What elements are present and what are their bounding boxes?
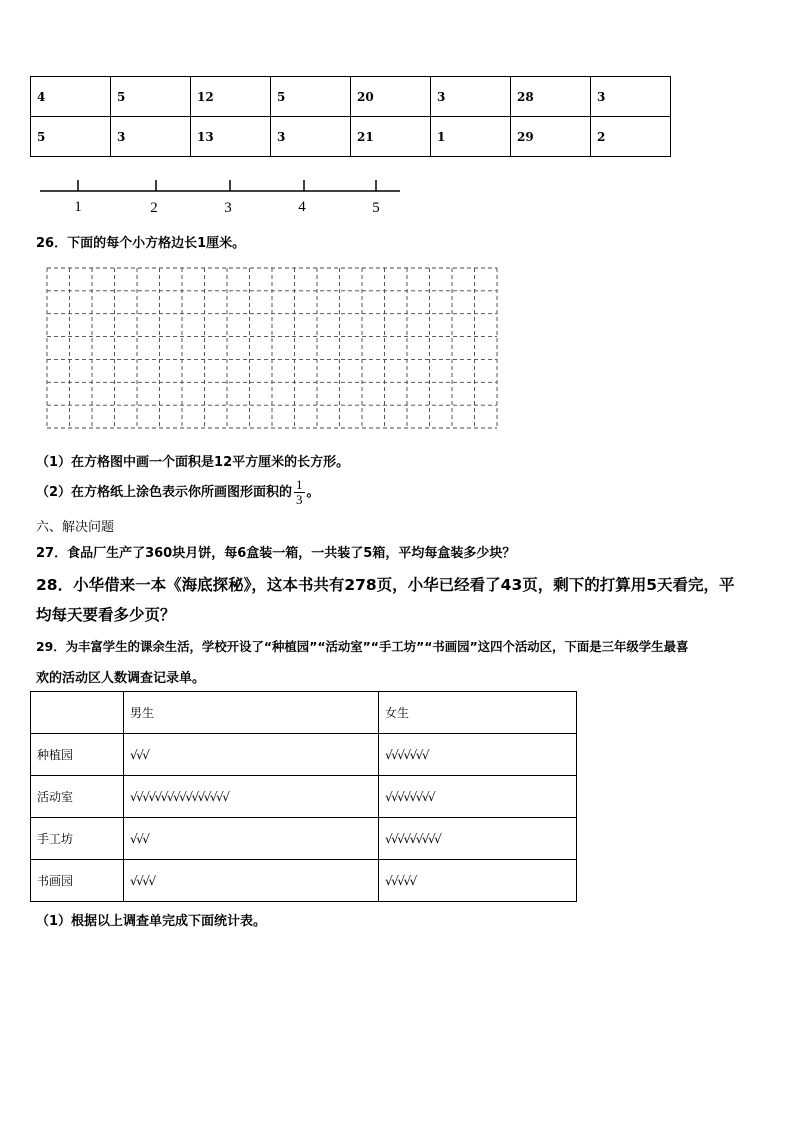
table-cell: 5 — [31, 117, 111, 157]
area-name: 活动室 — [31, 776, 124, 818]
number-line-label: 2 — [150, 200, 158, 216]
girls-tally: √√√√√ — [379, 860, 577, 902]
question-28-line1: 28．小华借来一本《海底探秘》，这本书共有278页，小华已经看了43页，剩下的打算用5天看完，平 — [36, 576, 735, 594]
table-cell: 5 — [271, 77, 351, 117]
number-line — [38, 176, 408, 218]
table-cell: 3 — [111, 117, 191, 157]
table-cell: 29 — [511, 117, 591, 157]
question-26-sub2-end: 。 — [306, 485, 320, 500]
number-table — [30, 76, 671, 157]
fraction-denominator: 3 — [296, 492, 303, 507]
table-cell: 28 — [511, 77, 591, 117]
question-26-sub2-text: （2）在方格纸上涂色表示你所画图形面积的 — [36, 485, 293, 500]
table-header-row — [31, 692, 577, 734]
table-row — [31, 734, 577, 776]
question-26-sub2 — [36, 478, 320, 507]
fraction-numerator: 1 — [296, 477, 303, 492]
table-cell: 3 — [431, 77, 511, 117]
girls-tally: √√√√√√√ — [379, 734, 577, 776]
boys-tally: √√√√√√√√√√√√√√√√ — [124, 776, 379, 818]
area-name: 手工坊 — [31, 818, 124, 860]
question-29-sub1: （1）根据以上调查单完成下面统计表。 — [36, 914, 267, 929]
table-cell: 4 — [31, 77, 111, 117]
question-27: 27．食品厂生产了360块月饼，每6盒装一箱，一共装了5箱，平均每盒装多少块？ — [36, 546, 516, 561]
table-cell: 5 — [111, 77, 191, 117]
table-row — [31, 77, 671, 117]
girls-tally: √√√√√√√√√ — [379, 818, 577, 860]
area-name: 书画园 — [31, 860, 124, 902]
header-cell — [31, 692, 124, 734]
table-row — [31, 818, 577, 860]
section-title: 六、解决问题 — [36, 520, 115, 535]
area-name: 种植园 — [31, 734, 124, 776]
table-row — [31, 860, 577, 902]
number-line-label: 1 — [74, 199, 82, 215]
boys-tally: √√√√ — [124, 860, 379, 902]
table-cell: 3 — [591, 77, 671, 117]
question-29-line2: 欢的活动区人数调查记录单。 — [36, 671, 206, 686]
question-26-prompt: 26．下面的每个小方格边长1厘米。 — [36, 236, 246, 251]
boys-tally: √√√ — [124, 734, 379, 776]
table-cell: 13 — [191, 117, 271, 157]
question-28-line2: 均每天要看多少页？ — [36, 606, 176, 624]
fraction — [294, 478, 305, 507]
table-cell: 3 — [271, 117, 351, 157]
table-row — [31, 117, 671, 157]
square-grid — [46, 267, 498, 429]
table-cell: 12 — [191, 77, 271, 117]
survey-table — [30, 691, 577, 902]
number-line-label: 3 — [224, 200, 232, 216]
number-line-label: 4 — [298, 199, 306, 215]
question-26-sub1: （1）在方格图中画一个面积是12平方厘米的长方形。 — [36, 455, 350, 470]
header-cell-boys: 男生 — [124, 692, 379, 734]
table-cell: 20 — [351, 77, 431, 117]
table-cell: 1 — [431, 117, 511, 157]
boys-tally: √√√ — [124, 818, 379, 860]
question-29-line1: 29．为丰富学生的课余生活，学校开设了“种植园”“活动室”“手工坊”“书画园”这四个活动区，下面是三年级学生最喜 — [36, 639, 689, 654]
table-row — [31, 776, 577, 818]
number-line-label: 5 — [372, 200, 380, 216]
girls-tally: √√√√√√√√ — [379, 776, 577, 818]
table-cell: 2 — [591, 117, 671, 157]
header-cell-girls: 女生 — [379, 692, 577, 734]
table-cell: 21 — [351, 117, 431, 157]
